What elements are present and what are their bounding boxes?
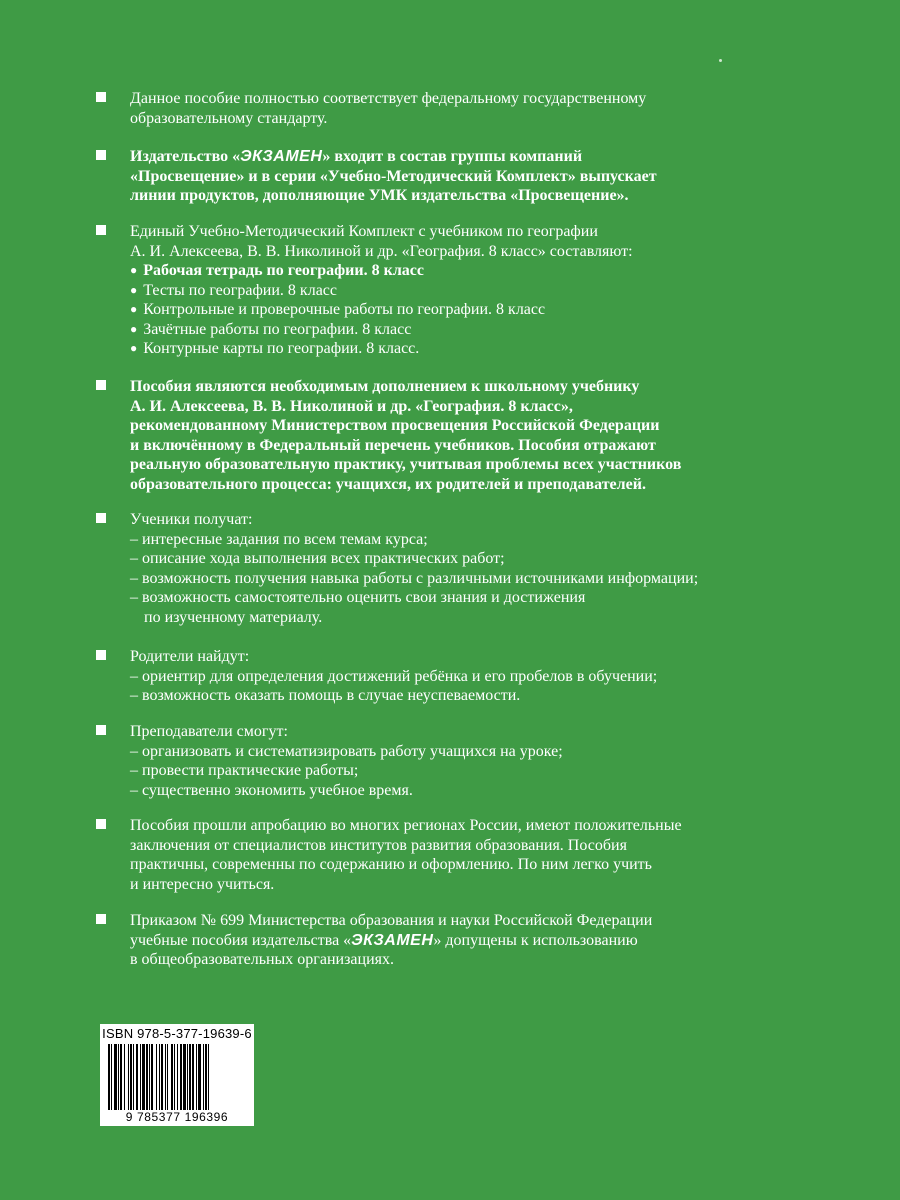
umk-list-item: ● Тесты по географии. 8 класс — [130, 281, 800, 301]
paragraph-students — [96, 510, 800, 627]
text-line: Приказом № 699 Министерства образования и науки Российской Федерации — [130, 912, 653, 929]
text-line: Пособия прошли апробацию во многих регионах России, имеют положительные — [130, 817, 682, 834]
text-line: реальную образовательную практику, учитывая проблемы всех участников — [130, 456, 682, 473]
barcode-bar — [192, 1044, 194, 1110]
list-item: – возможность получения навыка работы с различными источниками информации; — [130, 569, 699, 587]
barcode-bar — [146, 1044, 148, 1110]
list-item: – описание хода выполнения всех практических работ; — [130, 550, 505, 567]
bullet-square — [96, 914, 106, 924]
barcode-bar — [205, 1044, 207, 1110]
barcode-bar — [203, 1044, 204, 1110]
text-line: заключения от специалистов институтов развития образования. Пособия — [130, 836, 627, 854]
bullet-square — [96, 380, 106, 390]
barcode-bars — [108, 1044, 246, 1110]
bullet-square — [96, 225, 106, 235]
barcode-bar — [180, 1044, 182, 1110]
text-line: Пособия являются необходимым дополнением к школьному учебнику — [130, 378, 640, 395]
barcode-bar — [177, 1044, 178, 1110]
barcode-bar — [171, 1044, 173, 1110]
bullet-square — [96, 513, 106, 523]
text-line: рекомендованному Министерством просвещения Российской Федерации — [130, 417, 660, 434]
text-fragment: » входит в состав группы компаний — [322, 148, 583, 165]
barcode-bar — [108, 1044, 110, 1110]
barcode-bar — [130, 1044, 132, 1110]
barcode-bar — [189, 1044, 191, 1110]
barcode-bar — [167, 1044, 168, 1110]
barcode-bar — [149, 1044, 150, 1110]
barcode-bar — [174, 1044, 175, 1110]
list-item: – интересные задания по всем темам курса; — [130, 530, 428, 548]
bullet-square — [96, 150, 106, 160]
text-line: «Просвещение» и в серии «Учебно-Методический Комплект» выпускает — [130, 167, 657, 185]
section-title: Родители найдут: — [130, 648, 250, 665]
paragraph-text — [130, 377, 800, 494]
list-item: – существенно экономить учебное время. — [130, 781, 413, 799]
text-line — [130, 931, 800, 951]
publisher-logo-text: ЭКЗАМЕН — [240, 148, 323, 165]
text-line: Единый Учебно-Методический Комплект с учебником по географии — [130, 223, 598, 240]
barcode-bar — [136, 1044, 138, 1110]
text-fragment: учебные пособия издательства « — [130, 931, 352, 949]
paragraph-parents — [96, 647, 800, 706]
paragraph-text — [130, 510, 800, 627]
barcode-bar — [128, 1044, 129, 1110]
paragraph-standard — [96, 89, 800, 128]
text-line: в общеобразовательных организациях. — [130, 951, 394, 968]
bullet-square — [96, 725, 106, 735]
umk-list-item: ● Рабочая тетрадь по географии. 8 класс — [130, 261, 800, 281]
barcode-bar — [183, 1044, 186, 1110]
text-line: А. И. Алексеева, В. В. Николиной и др. «География. 8 класс», — [130, 397, 573, 415]
list-item-continuation: по изученному материалу. — [144, 608, 323, 626]
text-fragment: Издательство « — [130, 148, 241, 165]
umk-list-item: ● Зачётные работы по географии. 8 класс — [130, 320, 800, 340]
paragraph-text — [130, 816, 800, 894]
print-speck — [719, 59, 722, 62]
list-item: – возможность оказать помощь в случае неуспеваемости. — [130, 687, 521, 704]
text-line: и включённому в Федеральный перечень учебников. Пособия отражают — [130, 436, 656, 454]
list-item: – возможность самостоятельно оценить свои знания и достижения — [130, 589, 586, 606]
paragraph-approbation — [96, 816, 800, 894]
bullet-square — [96, 819, 106, 829]
paragraph-publisher — [96, 147, 800, 206]
text-line: образовательного процесса: учащихся, их родителей и преподавателей. — [130, 475, 646, 493]
text-fragment: » допущены к использованию — [433, 931, 638, 949]
bullet-square — [96, 92, 106, 102]
barcode-bar — [159, 1044, 160, 1110]
paragraph-text — [130, 722, 800, 800]
barcode-bar — [196, 1044, 197, 1110]
paragraph-text — [130, 222, 800, 261]
paragraph-text — [130, 911, 800, 970]
barcode-bar — [198, 1044, 201, 1110]
barcode-bar — [208, 1044, 209, 1110]
paragraph-order — [96, 911, 800, 970]
text-line: линии продуктов, дополняющие УМК издательства «Просвещение». — [130, 187, 629, 204]
section-title: Ученики получат: — [130, 511, 253, 528]
barcode-digits: 9 785377 196396 — [125, 1110, 229, 1124]
paragraph-supplement — [96, 377, 800, 494]
bullet-square — [96, 650, 106, 660]
section-title: Преподаватели смогут: — [130, 723, 288, 740]
barcode-bar — [111, 1044, 112, 1110]
barcode-bar — [133, 1044, 134, 1110]
text-line: Данное пособие полностью соответствует федеральному государственному — [130, 90, 647, 107]
list-item: – организовать и систематизировать работу учащихся на уроке; — [130, 742, 563, 760]
barcode-bar — [140, 1044, 141, 1110]
barcode-bar — [151, 1044, 153, 1110]
barcode-bar — [187, 1044, 188, 1110]
text-line — [130, 147, 800, 167]
text-line: А. И. Алексеева, В. В. Николиной и др. «География. 8 класс» составляют: — [130, 242, 633, 260]
umk-list — [130, 261, 800, 359]
isbn-barcode — [100, 1024, 254, 1126]
barcode-bar — [114, 1044, 117, 1110]
paragraph-text — [130, 89, 800, 128]
barcode-bar — [161, 1044, 163, 1110]
umk-list-item: ● Контурные карты по географии. 8 класс. — [130, 339, 800, 359]
barcode-bar — [118, 1044, 119, 1110]
paragraph-teachers — [96, 722, 800, 800]
list-item: – ориентир для определения достижений ребёнка и его пробелов в обучении; — [130, 667, 658, 685]
isbn-number: ISBN 978-5-377-19639-6 — [102, 1026, 252, 1041]
paragraph-text — [130, 147, 800, 206]
barcode-bar — [142, 1044, 145, 1110]
text-line: образовательному стандарту. — [130, 109, 328, 127]
umk-list-item: ● Контрольные и проверочные работы по географии. 8 класс — [130, 300, 800, 320]
text-line: и интересно учиться. — [130, 875, 275, 893]
barcode-bar — [120, 1044, 122, 1110]
paragraph-text — [130, 647, 800, 706]
publisher-logo-text: ЭКЗАМЕН — [351, 931, 434, 949]
barcode-bar — [165, 1044, 166, 1110]
barcode-bar — [156, 1044, 157, 1110]
text-line: практичны, современны по содержанию и оформлению. По ним легко учить — [130, 856, 652, 873]
list-item: – провести практические работы; — [130, 762, 359, 779]
paragraph-umk — [96, 222, 800, 359]
barcode-bar — [124, 1044, 125, 1110]
